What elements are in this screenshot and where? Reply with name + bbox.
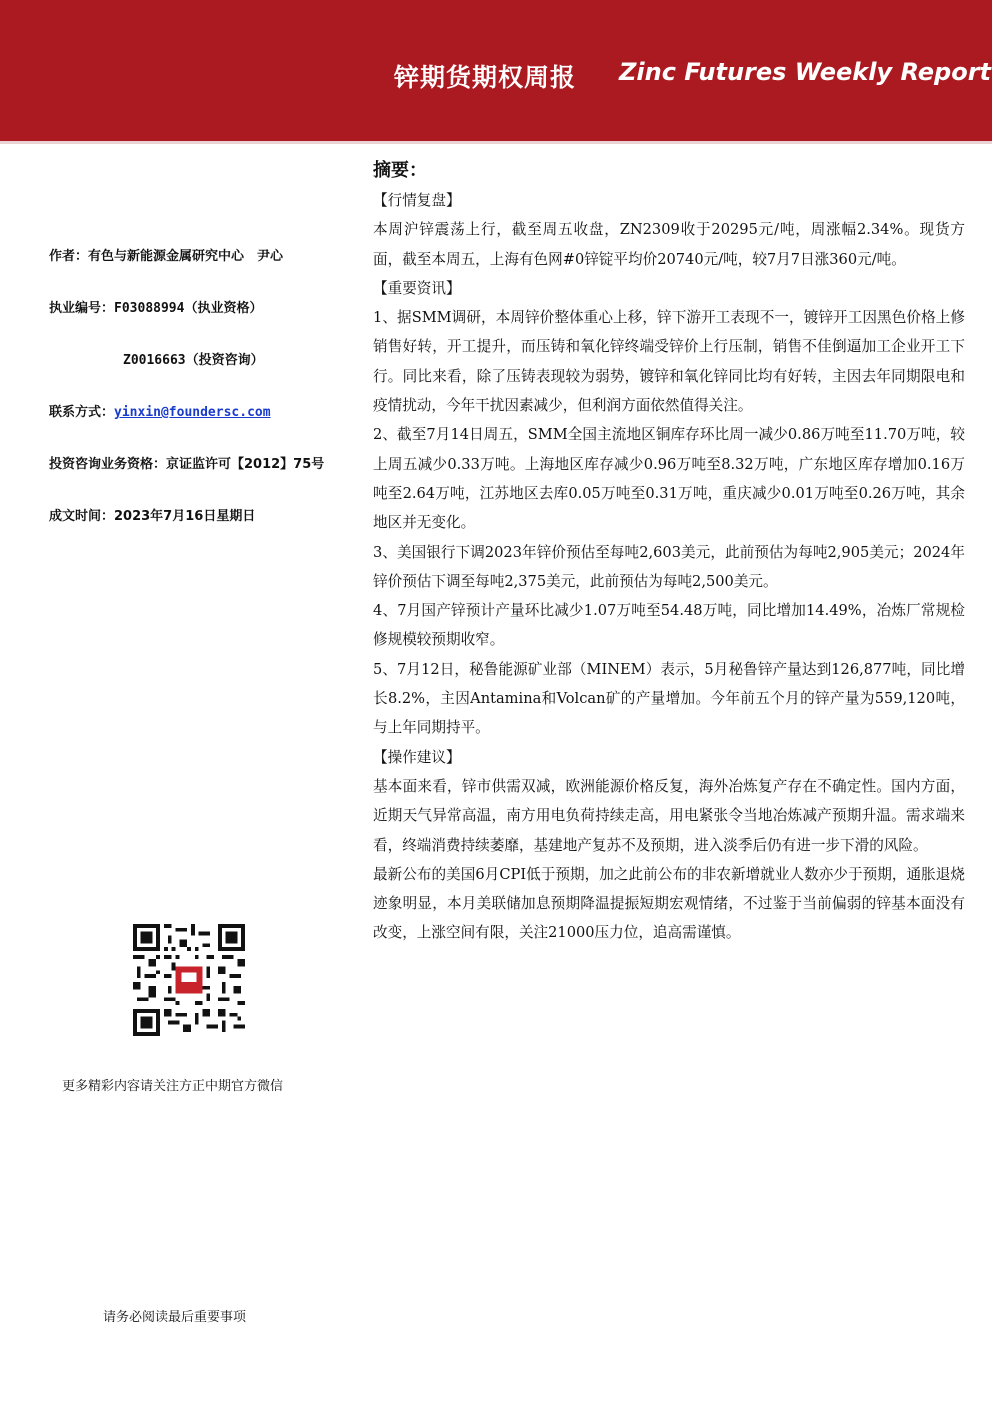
section-key-news-title: 【重要资讯】: [373, 279, 461, 297]
footer-note: 请务必阅读最后重要事项: [103, 1310, 247, 1325]
advice-paragraph-1: 基本面来看，锌市供需双减，欧洲能源价格反复，海外冶炼复产存在不确定性。国内方面，近期天气异常高温，南方用电负荷持续走高，用电紧张令当地冶炼减产预期升温。需求端来看，终端消费持续萎靡，基建地产复苏不及预期，进入淡季后仍有进一步下滑的风险。: [373, 777, 965, 854]
email-link[interactable]: yinxin@foundersc.com: [114, 405, 271, 420]
news-item-2: 2、截至7月14日周五，SMM全国主流地区铜库存环比周一减少0.86万吨至11.70万吨，较上周五减少0.33万吨。上海地区库存减少0.96万吨至8.32万吨，广东地区库存增加0.16万吨至2.64万吨，江苏地区去库0.05万吨至0.31万吨，重庆减少0.01万吨至0.26万吨，其余地区并无变化。: [373, 426, 965, 532]
license-number: F03088994（执业资格）: [114, 301, 263, 316]
qr-caption: 更多精彩内容请关注方正中期官方微信: [62, 1079, 284, 1094]
report-title-en: Zinc Futures Weekly Report: [619, 58, 992, 86]
header-divider: [0, 141, 992, 144]
news-item-5: 5、7月12日，秘鲁能源矿业部（MINEM）表示，5月秘鲁锌产量达到126,877吨，同比增长8.2%，主因Antamina和Volcan矿的产量增加。今年前五个月的锌产量为559,120吨，与上年同期持平。: [373, 660, 965, 737]
section-advice-title: 【操作建议】: [373, 748, 461, 766]
summary-title: 摘要：: [373, 160, 427, 181]
license-number-2: [123, 349, 264, 368]
license-line: [49, 297, 262, 316]
news-item-3: 3、美国银行下调2023年锌价预估至每吨2,603美元，此前预估为每吨2,905美元；2024年锌价预估下调至每吨2,375美元，此前预估为每吨2,500美元。: [373, 543, 965, 590]
header-banner: [0, 0, 992, 141]
section-market-review-title: 【行情复盘】: [373, 192, 461, 209]
license-number-2-text: Z0016663（投资咨询）: [123, 353, 264, 368]
advice-paragraph-2: 最新公布的美国6月CPI低于预期，加之此前公布的非农新增就业人数亦少于预期，通胀退烧迹象明显，本月美联储加息预期降温提振短期宏观情绪，不过鉴于当前偏弱的锌基本面没有改变，上涨空间有限，关注21000压力位，追高需谨慎。: [373, 865, 965, 942]
contact-label: 联系方式：: [49, 405, 115, 420]
contact-line: [49, 401, 271, 420]
report-title-cn: 锌期货期权周报: [394, 63, 577, 92]
market-review-paragraph: 本周沪锌震荡上行，截至周五收盘，ZN2309收于20295元/吨，周涨幅2.34%。现货方面，截至本周五，上海有色网#0锌锭平均价20740元/吨，较7月7日涨360元/吨。: [373, 221, 965, 268]
qualification-line: 投资咨询业务资格：京证监许可【2012】75号: [49, 457, 325, 472]
date-line: 成文时间：2023年7月16日星期日: [49, 509, 256, 524]
news-item-4: 4、7月国产锌预计产量环比减少1.07万吨至54.48万吨，同比增加14.49%，冶炼厂常规检修规模较预期收窄。: [373, 602, 965, 649]
summary-content: [373, 156, 965, 948]
news-item-1: 1、据SMM调研，本周锌价整体重心上移，锌下游开工表现不一，镀锌开工因黑色价格上修销售好转，开工提升，而压铸和氧化锌终端受锌价上行压制，销售不佳倒逼加工企业开工下行。同比来看，除了压铸表现较为弱势，镀锌和氧化锌同比均有好转，主因去年同期限电和疫情扰动，今年干扰因素减少，但利润方面依然值得关注。: [373, 309, 965, 415]
wechat-qr-code: [133, 924, 245, 1036]
license-label: 执业编号：: [49, 301, 115, 316]
author-line: 作者：有色与新能源金属研究中心 尹心: [49, 249, 284, 264]
